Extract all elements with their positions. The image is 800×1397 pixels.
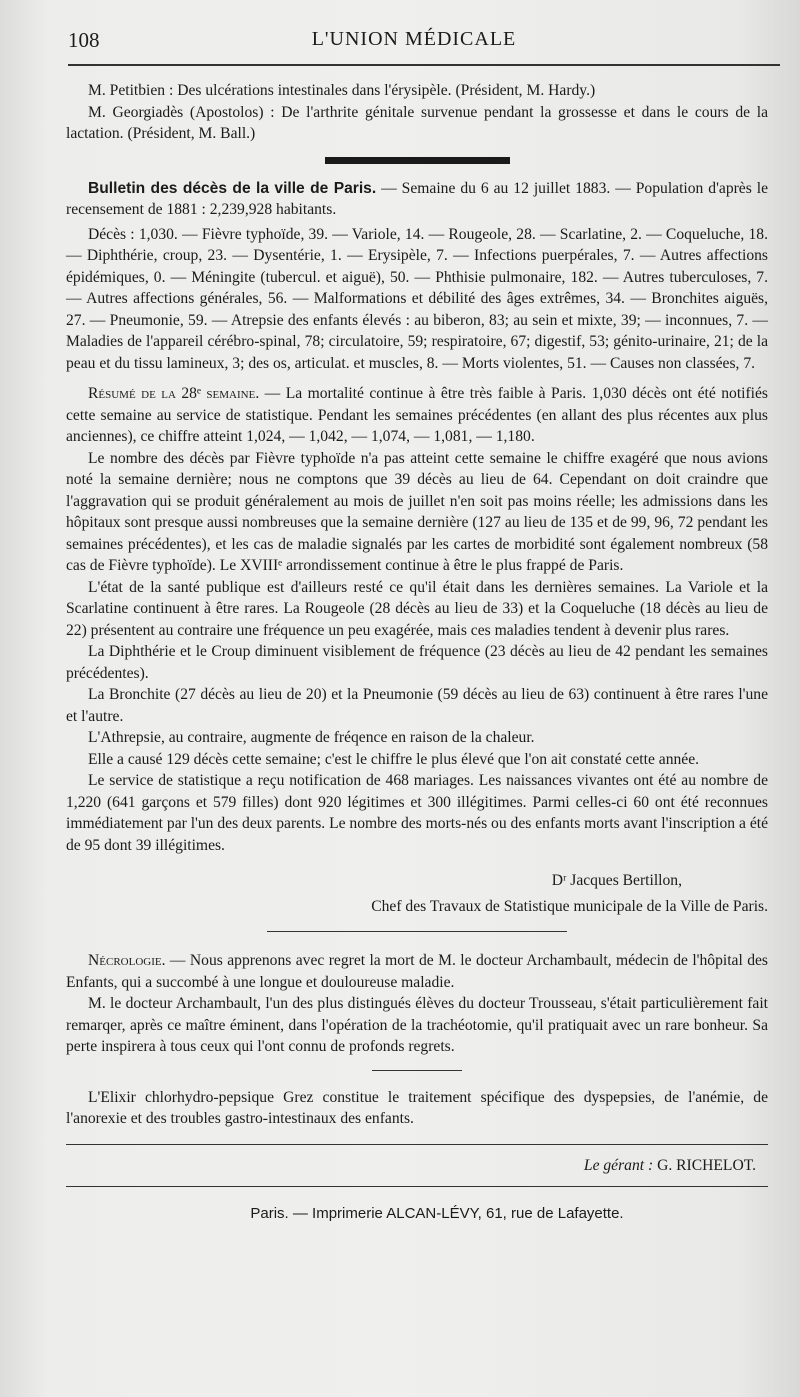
advert-paragraph: L'Elixir chlorhydro-pepsique Grez constitue le traitement spécifique des dyspepsies, de l'anémie, de l'anorexie et des troubles gastro-intestinaux des enfants. — [66, 1088, 768, 1127]
page-content — [66, 80, 768, 1225]
running-title: L'UNION MÉDICALE — [311, 28, 517, 50]
resume-intro — [66, 383, 768, 448]
necrologie-paragraph: M. le docteur Archambault, l'un des plus distingués élèves du docteur Trousseau, s'était particulièrement fait remarqer, après ce maître éminent, dans l'opération de la trachéotomie, qu'il pratiquait avec un rare bonheur. Sa perte inspirera à tous ceux qui l'ont connu de profonds regrets. — [66, 995, 768, 1055]
gerant-line — [66, 1155, 768, 1177]
necrologie-text: — Nous apprenons avec regret la mort de M. le docteur Archambault, médecin de l'hôpital des Enfants, qui a succombé à une longue et douloureuse maladie. — [66, 952, 768, 991]
resume-paragraph: L'Athrepsie, au contraire, augmente de fréqence en raison de la chaleur. — [88, 729, 535, 746]
gerant-label: Le gérant : — [583, 1156, 654, 1174]
section-rule — [267, 931, 567, 932]
seance-entry: M. Petitbien : Des ulcérations intestinales dans l'érysipèle. (Président, M. Hardy.) — [88, 82, 596, 99]
footer-rule-bottom — [66, 1186, 768, 1187]
necrologie-intro — [66, 950, 768, 993]
imprint-line: Paris. — Imprimerie ALCAN-LÉVY, 61, rue de Lafayette. — [250, 1205, 624, 1222]
seance-entry: M. Georgiadès (Apostolos) : De l'arthrite génitale survenue pendant la grossesse et dans le cours de la lactation. (Président, M. Ball.) — [66, 103, 768, 142]
resume-paragraph: La Bronchite (27 décès au lieu de 20) et la Pneumonie (59 décès au lieu de 63) continuent à être rares l'une et l'autre. — [66, 686, 768, 725]
resume-paragraph: La Diphthérie et le Croup diminuent visiblement de fréquence (23 décès au lieu de 42 pendant les semaines précédentes). — [66, 643, 768, 682]
footer-rule — [66, 1144, 768, 1145]
section-rule-short — [372, 1070, 462, 1071]
signature-name: Dʳ Jacques Bertillon, — [551, 872, 682, 889]
bulletin-title-rest: — Semaine du 6 au 12 juillet 1883. — Population d'après le recensement de 1881 : 2,239,928 habitants. — [66, 179, 768, 218]
gerant-name: G. RICHELOT. — [657, 1156, 756, 1174]
bulletin-heading — [66, 178, 768, 221]
necrologie-label: Nécrologie. — [88, 952, 166, 969]
resume-paragraph: Le service de statistique a reçu notification de 468 mariages. Les naissances vivantes ont été au nombre de 1,220 (641 garçons et 579 filles) dont 920 légitimes et 300 illégitimes. Parmi celles-ci 60 ont été reconnues immédiatement par l'un des deux parents. Le nombre des morts-nés ou des enfants morts avant l'inscription a été de 95 dont 39 illégitimes. — [66, 772, 768, 854]
page-header — [68, 28, 760, 58]
bulletin-title: Bulletin des décès de la ville de Paris. — [88, 179, 377, 197]
section-divider — [325, 157, 510, 164]
resume-paragraph: Le nombre des décès par Fièvre typhoïde n'a pas atteint cette semaine le chiffre exagéré que nous avions noté la semaine dernière; nous ne comptons que 39 décès au lieu de 64. Cependant on doit craindre que l'aggravation qui se produit généralement au mois de juillet n'en soit pas moins réelle; les admissions dans les hôpitaux sont presque aussi nombreuses que la semaine dernière (127 au lieu de 135 et de 99, 96, 72 pendant les semaines précédentes), et les cas de maladie signalés par les cartes de morbidité sont également nombreux (58 cas de Fièvre typhoïde). Le XVIIIᵉ arrondissement continue à être le plus frappé de Paris. — [66, 449, 768, 574]
resume-label: Résumé de la 28ᵉ semaine. — [88, 385, 260, 402]
bulletin-deces: Décès : 1,030. — Fièvre typhoïde, 39. — Variole, 14. — Rougeole, 28. — Scarlatine, 2. — Coqueluche, 18. — Diphthérie, croup, 23. — Dysentérie, 1. — Erysipèle, 7. — Infections puerpérales, 7. — Autres affections épidémiques, 0. — Méningite (tubercul. et aiguë), 50. — Phthisie pulmonaire, 182. — Autres tuberculoses, 7. — Autres affections générales, 56. — Malformations et débilité des âges extrêmes, 34. — Bronchites aiguës, 27. — Pneumonie, 59. — Atrepsie des enfants élevés : au biberon, 83; au sein et mixte, 39; — inconnues, 7. — Maladies de l'appareil cérébro-spinal, 78; circulatoire, 59; respiratoire, 67; digestif, 53; génito-urinaire, 21; de la peau et du tissu lamineux, 3; des os, articulat. et muscles, 8. — Morts violentes, 51. — Causes non classées, 7. — [66, 225, 768, 372]
header-rule — [68, 64, 780, 66]
signature-title: Chef des Travaux de Statistique municipale de la Ville de Paris. — [371, 897, 768, 915]
resume-paragraph: Elle a causé 129 décès cette semaine; c'est le chiffre le plus élevé que l'on ait constaté cette année. — [88, 750, 700, 768]
resume-paragraph: L'état de la santé publique est d'ailleurs resté ce qu'il était dans les dernières semaines. La Variole et la Scarlatine continuent à être rares. La Rougeole (28 décès au lieu de 33) et la Coqueluche (18 décès au lieu de 22) présentent au contraire une fréquence un peu exagérée, mais ces maladies tendent à devenir plus rares. — [66, 578, 768, 639]
page-number: 108 — [68, 28, 100, 52]
resume-text: — La mortalité continue à être très faible à Paris. 1,030 décès ont été notifiés cette semaine au service de statistique. Pendant les semaines précédentes (en allant des plus récentes aux plus anciennes), ce chiffre atteint 1,024, — 1,042, — 1,074, — 1,081, — 1,180. — [66, 385, 768, 445]
